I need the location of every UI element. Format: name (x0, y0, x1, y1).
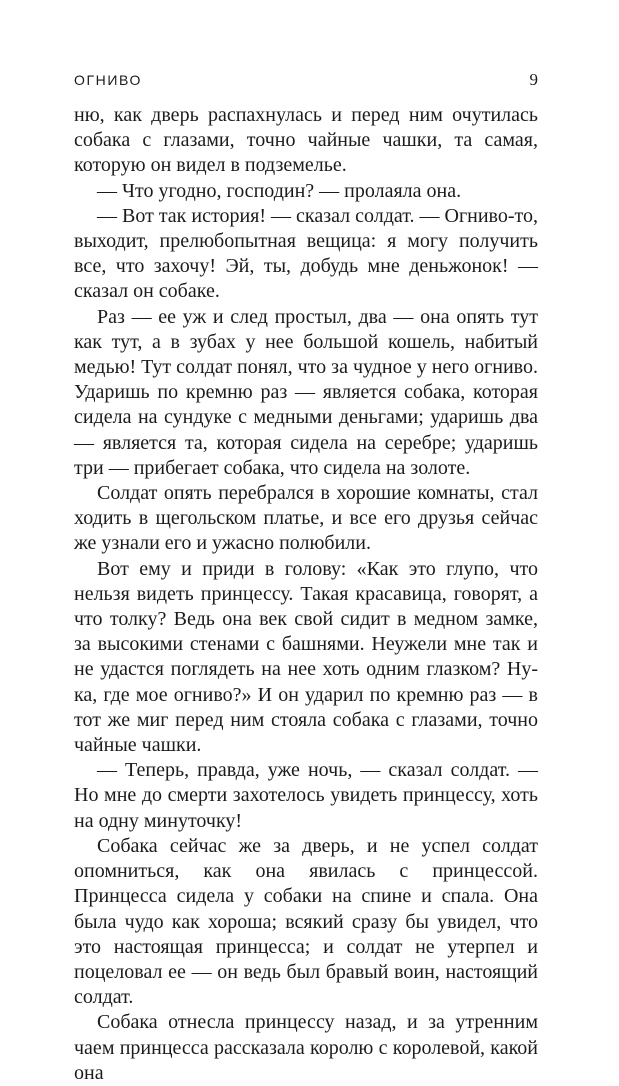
paragraph: Вот ему и приди в голову: «Как это глупо, что нельзя видеть принцессу. Такая красавица, говорят, а что толку? Ведь она век свой сидит в медном замке, за высокими стенами с башнями. Неужели мне так и не удастся поглядеть на нее хоть одним глазком? Ну-ка, где мое огниво?» И он ударил по кремню раз — в тот же миг перед ним стояла собака с глазами, точно чайные чашки. (74, 557, 538, 757)
paragraph: ню, как дверь распахнулась и перед ним очутилась собака с глазами, точно чайные чашки, та самая, которую он видел в подземелье. (74, 104, 538, 177)
paragraph: Собака сейчас же за дверь, и не успел солдат опомниться, как она явилась с принцессой. Принцесса сидела у собаки на спине и спала. Она была чудо как хороша; всякий сразу бы увидел, что это настоящая принцесса; и солдат не утерпел и поцеловал ее — он ведь был бравый воин, настоящий солдат. (74, 834, 538, 1009)
paragraph: Собака отнесла принцессу назад, и за утренним чаем принцесса рассказала королю с королевой, какой она (74, 1011, 538, 1084)
body-text (74, 103, 538, 1086)
running-title: ОГНИВО (74, 72, 143, 88)
paragraph: — Вот так история! — сказал солдат. — Огниво-то, выходит, прелюбопытная вещица: я могу получить все, что захочу! Эй, ты, добудь мне деньжонок! — сказал он собаке. (74, 204, 538, 303)
page-number: 9 (529, 70, 538, 89)
paragraph: — Теперь, правда, уже ночь, — сказал солдат. — Но мне до смерти захотелось увидеть принцессу, хоть на одну минуточку! (74, 759, 538, 832)
paragraph: Солдат опять перебрался в хорошие комнаты, стал ходить в щегольском платье, и все его друзья сейчас же узнали его и ужасно полюбили. (74, 482, 538, 555)
paragraph: — Что угодно, господин? — пролаяла она. (97, 179, 462, 202)
paragraph: Раз — ее уж и след простыл, два — она опять тут как тут, а в зубах у нее большой кошель, набитый медью! Тут солдат понял, что за чудное у него огниво. Ударишь по кремню раз — является собака, которая сидела на сундуке с медными деньгами; ударишь два — является та, которая сидела на серебре; ударишь три — прибегает собака, что сидела на золоте. (74, 305, 538, 479)
page-header (74, 70, 538, 92)
